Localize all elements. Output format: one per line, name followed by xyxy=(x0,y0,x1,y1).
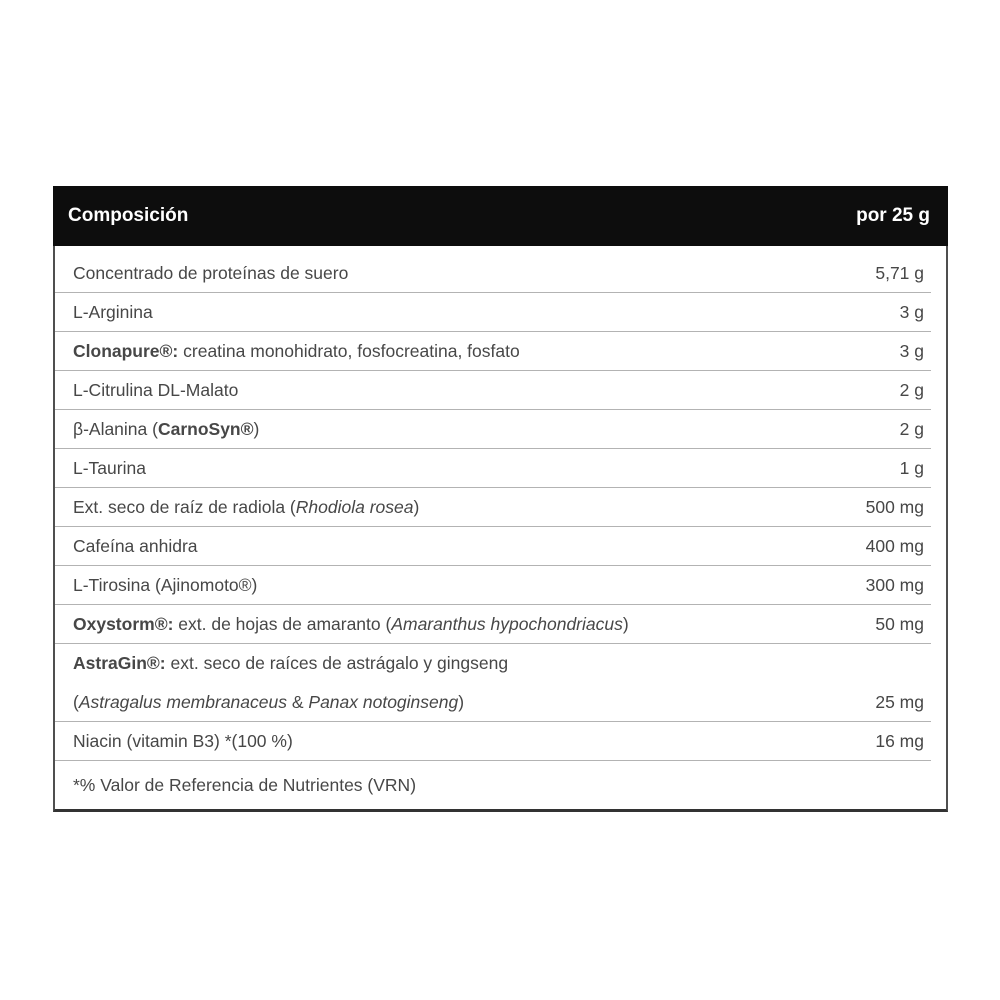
ingredient-name xyxy=(73,605,629,644)
ingredient-name xyxy=(73,371,238,410)
ingredient-value: 400 mg xyxy=(865,536,924,556)
text-part: *% Valor de Referencia de Nutrientes (VRN) xyxy=(73,774,417,795)
text-part: ) xyxy=(413,497,420,517)
ingredient-value: 500 mg xyxy=(865,497,924,517)
ingredient-name xyxy=(73,722,293,761)
text-part: L-Arginina xyxy=(73,302,153,322)
footnote-text xyxy=(73,766,416,805)
text-part: L-Taurina xyxy=(73,458,146,478)
ingredient-value: 16 mg xyxy=(875,731,924,751)
text-part: ) xyxy=(622,614,629,634)
text-part: ( xyxy=(73,692,79,712)
table-row xyxy=(55,449,946,488)
text-part: L-Citrulina DL-Malato xyxy=(73,380,239,400)
text-part: Clonapure®: xyxy=(73,341,179,361)
text-part: CarnoSyn® xyxy=(157,419,254,439)
ingredient-name xyxy=(73,332,520,371)
footnote-row xyxy=(55,761,946,809)
text-part: β-Alanina ( xyxy=(73,419,158,439)
text-part: ext. de hojas de amaranto ( xyxy=(173,614,392,634)
text-part: ) xyxy=(253,419,260,439)
table-row xyxy=(55,566,946,605)
composition-table xyxy=(53,186,948,812)
text-part: Oxystorm®: xyxy=(73,614,174,634)
text-part: creatina monohidrato, fosfocreatina, fosfato xyxy=(178,341,520,361)
text-part: Cafeína anhidra xyxy=(73,536,198,556)
ingredient-value: 300 mg xyxy=(865,575,924,595)
ingredient-name xyxy=(73,293,153,332)
text-part: Amaranthus hypochondriacus xyxy=(391,614,623,634)
ingredient-name xyxy=(73,566,257,605)
ingredient-name xyxy=(73,449,146,488)
ingredient-value: 25 mg xyxy=(875,692,924,712)
ingredient-value: 3 g xyxy=(899,302,924,322)
ingredient-value: 3 g xyxy=(899,341,924,361)
ingredient-value: 2 g xyxy=(899,419,924,439)
text-part: & xyxy=(286,692,309,712)
text-part: Astragalus membranaceus xyxy=(78,692,287,712)
text-part: ) xyxy=(458,692,465,712)
ingredient-name xyxy=(73,488,419,527)
ingredient-value: 2 g xyxy=(899,380,924,400)
header-title: Composición xyxy=(68,205,189,226)
text-part: L-Tirosina (Ajinomoto®) xyxy=(73,575,258,595)
table-row xyxy=(55,410,946,449)
table-row xyxy=(55,332,946,371)
text-part: Rhodiola rosea xyxy=(295,497,414,517)
text-part: ext. seco de raíces de astrágalo y gingseng xyxy=(165,653,509,673)
table-row xyxy=(55,722,946,761)
table-row xyxy=(55,488,946,527)
ingredient-name xyxy=(73,527,198,566)
ingredient-name xyxy=(73,254,348,293)
text-part: Ext. seco de raíz de radiola ( xyxy=(73,497,296,517)
text-part: Concentrado de proteínas de suero xyxy=(73,263,349,283)
ingredient-value: 5,71 g xyxy=(875,263,924,283)
table-row xyxy=(55,293,946,332)
header-per-serving: por 25 g xyxy=(856,205,930,226)
table-header xyxy=(53,186,948,246)
ingredient-name xyxy=(73,410,259,449)
text-part: Niacin (vitamin B3) *(100 %) xyxy=(73,731,293,751)
table-row xyxy=(55,605,946,644)
table-row xyxy=(55,254,946,293)
ingredient-value: 50 mg xyxy=(875,614,924,634)
text-part: AstraGin®: xyxy=(73,653,166,673)
text-part: Panax notoginseng xyxy=(308,692,459,712)
table-row xyxy=(55,371,946,410)
ingredient-name xyxy=(73,644,508,722)
table-body xyxy=(53,246,948,812)
table-row xyxy=(55,644,946,722)
ingredient-value: 1 g xyxy=(899,458,924,478)
table-row xyxy=(55,527,946,566)
